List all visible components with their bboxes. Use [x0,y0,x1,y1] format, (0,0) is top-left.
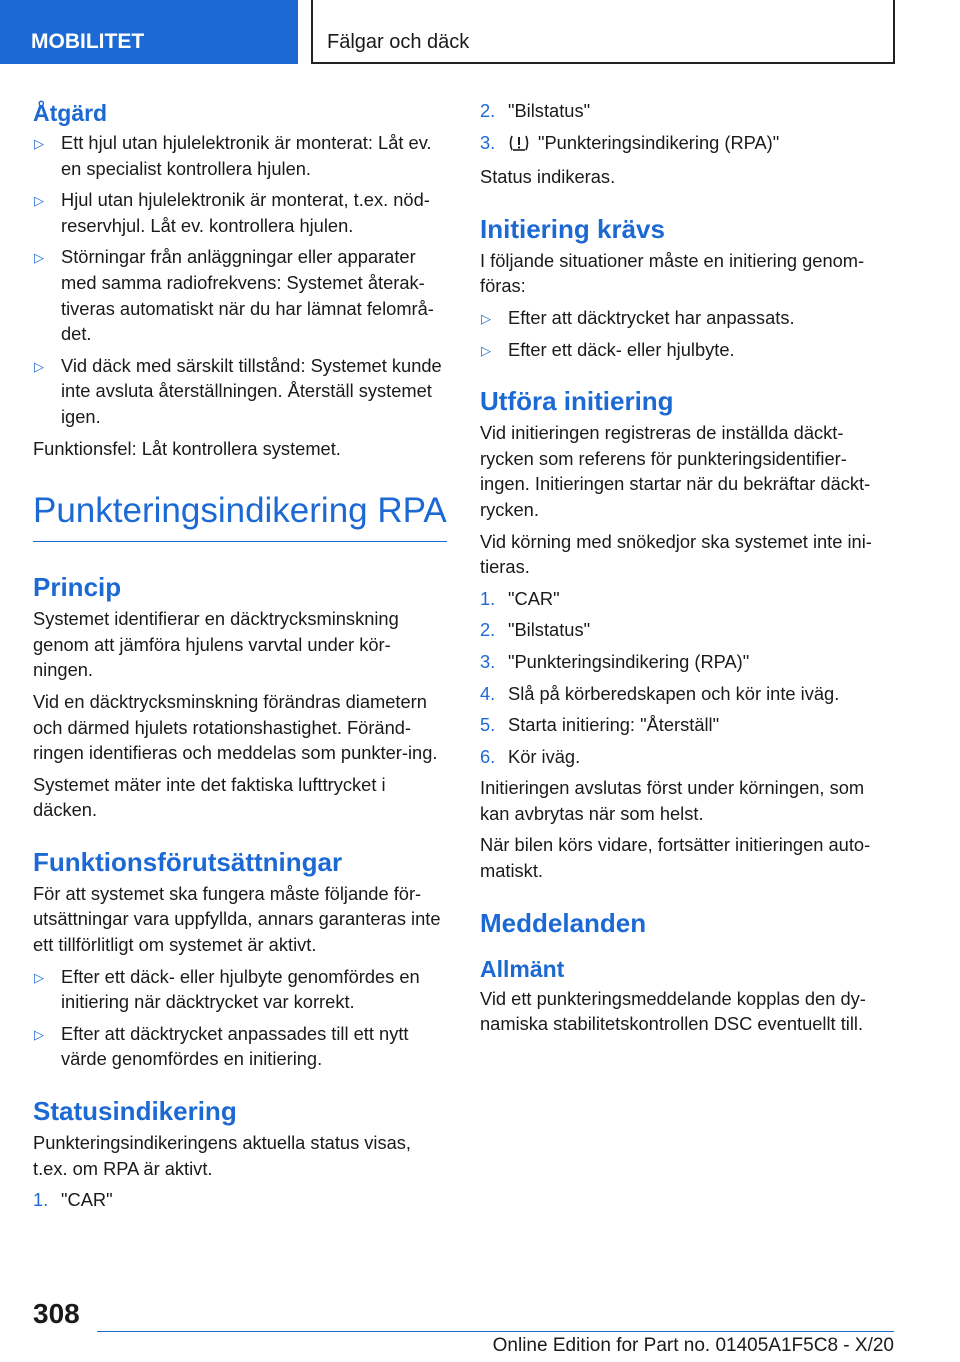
princip-heading: Princip [33,572,122,603]
triangle-bullet-icon: ▷ [481,310,491,326]
step-text: Starta initiering: "Återställ" [508,714,720,736]
page-number: 308 [33,1298,80,1329]
main-title: Punkteringsindikering RPA [33,491,447,542]
list-item: ▷ Efter att däcktrycket anpassades till ett nytt värde genomfördes en initiering. [34,1022,409,1070]
step-text: "Punkteringsindikering (RPA)" [538,131,780,153]
section-label: MOBILITET [31,30,145,53]
funktion-paragraph: För att systemet ska fungera måste följande för-utsättningar vara uppfyllda, annars garanteras inte ett tillförlitligt om systemet är aktivt. [33,882,441,956]
allmant-heading: Allmänt [480,955,565,982]
utfora-after-paragraph: När bilen körs vidare, fortsätter initieringen auto-matiskt. [480,834,871,882]
utfora-after-paragraph: Initieringen avslutas först under körningen, som kan avbrytas när som helst. [480,777,865,824]
triangle-bullet-icon: ▷ [34,1026,44,1042]
triangle-bullet-icon: ▷ [34,358,44,374]
funktion-list [33,964,447,1072]
funktionsfel-text: Funktionsfel: Låt kontrollera systemet. [33,437,341,459]
triangle-bullet-icon: ▷ [34,193,44,209]
step-text: "Punkteringsindikering (RPA)" [508,650,750,672]
triangle-bullet-icon: ▷ [34,969,44,985]
list-item: ▷ Hjul utan hjulelektronik är monterat, t.ex. nöd-reservhjul. Låt ev. kontrollera hjulen. [34,189,430,236]
step-number: 3. [480,131,496,153]
step-number: 4. [480,682,496,704]
step-number: 6. [480,745,496,767]
triangle-bullet-icon: ▷ [481,342,491,358]
list-item: ▷ Vid däck med särskilt tillstånd: Systemet kunde inte avsluta återställningen. Återställ systemet igen. [34,354,442,427]
triangle-bullet-icon: ▷ [34,136,44,151]
list-item: ▷ Efter ett däck- eller hjulbyte. [480,337,892,363]
status-heading: Statusindikering [33,1096,237,1127]
footer-edition: Online Edition for Part no. 01405A1F5C8 - X/20 [492,1335,894,1356]
step-item [480,681,892,707]
utfora-paragraph: Vid initieringen registreras de inställda däckt-rycken som referens för punkteringsidentifier-ingen. Initieringen startar när du bekräftar däckt-rycken. [480,422,871,520]
step-item [480,98,892,124]
step-item [480,649,892,675]
step-text: Slå på körberedskapen och kör inte iväg. [508,682,840,704]
list-item: ▷ Ett hjul utan hjulelektronik är monterat: Låt ev. en specialist kontrollera hjulen. [34,132,432,179]
step-item [480,712,892,738]
step-item [480,617,892,643]
right-column [480,98,892,1043]
atgard-list [33,130,447,430]
utfora-steps [480,586,892,770]
step-number: 1. [480,587,496,609]
step-text: "Bilstatus" [508,619,591,641]
meddelanden-heading: Meddelanden [480,907,647,938]
utfora-paragraph: Vid körning med snökedjor ska systemet inte ini-tieras. [480,530,872,578]
step-text: "CAR" [508,587,560,609]
step-text: "CAR" [61,1189,113,1211]
tire-pressure-warning-icon [508,133,530,159]
init-paragraph: I följande situationer måste en initiering genom-föras: [480,249,865,297]
init-list [480,305,892,362]
status-paragraph: Punkteringsindikeringens aktuella status visas, t.ex. om RPA är aktivt. [33,1132,412,1179]
allmant-paragraph: Vid ett punkteringsmeddelande kopplas den dy-namiska stabilitetskontrollen DSC eventuellt till. [480,987,866,1035]
status-shown-text: Status indikeras. [480,166,616,188]
step-text: "Bilstatus" [508,100,591,121]
list-item: ▷ Störningar från anläggningar eller apparater med samma radiofrekvens: Systemet återak-tiveras automatiskt när du har lämnat felområ-det. [34,246,434,345]
chapter-tab [311,0,895,64]
init-heading: Initiering krävs [480,213,665,244]
list-item: ▷ Efter att däcktrycket har anpassats. [480,305,892,331]
step-item [33,1187,447,1213]
princip-paragraph: Systemet identifierar en däcktrycksminskning genom att jämföra hjulens varvtal under kör-ningen. [33,608,399,681]
step-item [480,130,892,159]
list-item: ▷ Efter ett däck- eller hjulbyte genomfördes en initiering när däcktrycket var korrekt. [34,965,420,1013]
funktion-heading: Funktionsförutsättningar [33,846,343,877]
step-number: 2. [480,619,496,641]
princip-paragraph: Vid en däcktrycksminskning förändras diametern och därmed hjulets rotationshastighet. Föränd-ringen identifieras och meddelas som punkter-ing. [33,690,438,764]
step-number: 1. [33,1189,49,1211]
section-tab [0,0,298,64]
step-item [480,744,892,770]
atgard-heading: Åtgärd [33,100,108,126]
footer-divider [97,1331,894,1332]
left-column [33,98,447,1219]
triangle-bullet-icon: ▷ [34,250,44,266]
step-number: 2. [480,100,496,121]
princip-paragraph: Systemet mäter inte det faktiska lufttrycket i däcken. [33,773,386,821]
step-text: Kör iväg. [508,745,581,767]
chapter-label: Fälgar och däck [327,31,470,53]
status-steps [33,1187,447,1213]
status-steps-continued [480,98,892,158]
step-item [480,586,892,612]
step-number: 3. [480,650,496,672]
step-number: 5. [480,714,496,736]
utfora-heading: Utföra initiering [480,386,674,417]
